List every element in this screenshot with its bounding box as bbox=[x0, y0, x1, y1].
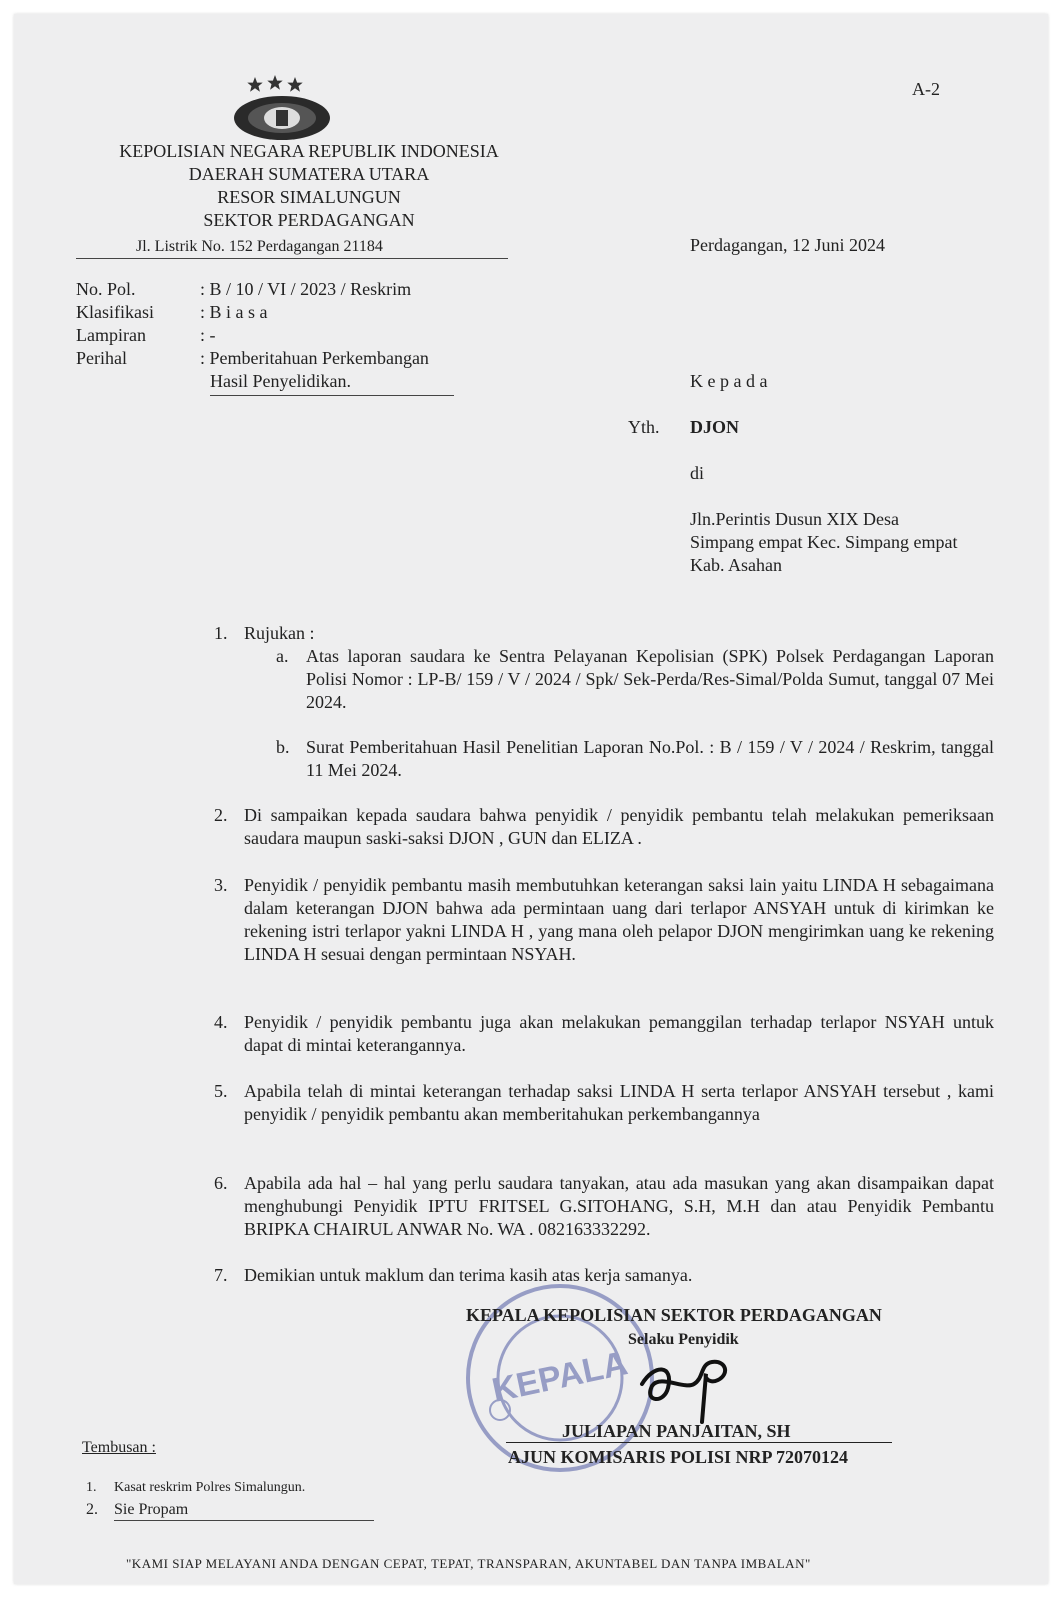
item-3-number: 3. bbox=[214, 875, 228, 895]
svg-text:KEPALA: KEPALA bbox=[488, 1344, 631, 1410]
item-6-number: 6. bbox=[214, 1173, 228, 1193]
item-7-number: 7. bbox=[214, 1265, 228, 1285]
tembusan-label: Tembusan : bbox=[82, 1439, 156, 1456]
item-1a-text: Atas laporan saudara ke Sentra Pelayanan Kepolisian (SPK) Polsek Perdagangan Laporan Polisi Nomor : LP-B/ 159 / V / 2024 / Spk/ Sek-Perda/Res-Simal/Polda Sumut, tanggal 07 Mei 2024. bbox=[306, 646, 994, 712]
recipient-name: DJON bbox=[690, 417, 739, 437]
perihal-underline bbox=[210, 395, 454, 396]
item-2-number: 2. bbox=[214, 805, 228, 825]
meta-value-perihal: : Pemberitahuan Perkembangan bbox=[200, 348, 429, 368]
letter-page bbox=[14, 14, 1048, 1584]
item-5-number: 5. bbox=[214, 1081, 228, 1101]
letterhead-line-3: RESOR SIMALUNGUN bbox=[217, 187, 401, 207]
recipient-di: di bbox=[690, 463, 705, 483]
letterhead-address: Jl. Listrik No. 152 Perdagangan 21184 bbox=[136, 238, 383, 255]
recipient-kepada: K e p a d a bbox=[690, 371, 768, 391]
tembusan-1-text: Kasat reskrim Polres Simalungun. bbox=[114, 1480, 306, 1495]
recipient-address-1: Jln.Perintis Dusun XIX Desa bbox=[690, 509, 899, 529]
letterhead-line-1: KEPOLISIAN NEGARA REPUBLIK INDONESIA bbox=[119, 141, 499, 161]
meta-label-klasifikasi: Klasifikasi bbox=[76, 302, 154, 322]
item-1b-text: Surat Pemberitahuan Hasil Penelitian Laporan No.Pol. : B / 159 / V / 2024 / Reskrim, tanggal 11 Mei 2024. bbox=[306, 737, 994, 780]
item-4-text: Penyidik / penyidik pembantu juga akan melakukan pemanggilan terhadap terlapor NSYAH untuk dapat di mintai keterangannya. bbox=[244, 1012, 994, 1055]
letterhead-line-2: DAERAH SUMATERA UTARA bbox=[188, 164, 430, 184]
page-code: A-2 bbox=[912, 79, 940, 99]
item-1b-letter: b. bbox=[276, 737, 290, 757]
meta-value-klasifikasi: : B i a s a bbox=[200, 302, 268, 322]
item-4-number: 4. bbox=[214, 1012, 228, 1032]
handwritten-signature-icon bbox=[634, 1344, 744, 1424]
signature-role: Selaku Penyidik bbox=[628, 1331, 739, 1348]
item-1-number: 1. bbox=[214, 623, 228, 643]
item-2-text: Di sampaikan kepada saudara bahwa penyidik / penyidik pembantu telah melakukan pemeriksaan saudara maupun saski-saksi DJON , GUN dan ELIZA . bbox=[244, 805, 994, 848]
item-1a-letter: a. bbox=[276, 646, 289, 666]
recipient-address-2: Simpang empat Kec. Simpang empat bbox=[690, 532, 958, 552]
perihal-line-2: Hasil Penyelidikan. bbox=[210, 371, 351, 391]
police-emblem-icon bbox=[232, 74, 332, 144]
item-7-text: Demikian untuk maklum dan terima kasih atas kerja samanya. bbox=[244, 1265, 693, 1285]
tembusan-1-number: 1. bbox=[86, 1480, 97, 1495]
meta-label-nopol: No. Pol. bbox=[76, 279, 136, 299]
item-3-text: Penyidik / penyidik pembantu masih membutuhkan keterangan saksi lain yaitu LINDA H sebagaimana dalam keterangan DJON bahwa ada permintaan uang dari terlapor ANSYAH untuk di kirimkan ke rekening istri terlapor yakni LINDA H , yang mana oleh pelapor DJON mengirimkan uang ke rekening LINDA H sesuai dengan permintaan NSYAH. bbox=[244, 875, 994, 964]
place-date: Perdagangan, 12 Juni 2024 bbox=[690, 235, 885, 255]
signatory-rank: AJUN KOMISARIS POLISI NRP 72070124 bbox=[508, 1447, 849, 1467]
meta-value-nopol: : B / 10 / VI / 2023 / Reskrim bbox=[200, 279, 412, 299]
signatory-name: JULIAPAN PANJAITAN, SH bbox=[562, 1421, 791, 1441]
letterhead-rule bbox=[76, 258, 508, 259]
tembusan-2-number: 2. bbox=[86, 1501, 98, 1518]
motto-footer: "KAMI SIAP MELAYANI ANDA DENGAN CEPAT, TEPAT, TRANSPARAN, AKUNTABEL DAN TANPA IMBALAN" bbox=[126, 1556, 811, 1571]
meta-label-perihal: Perihal bbox=[76, 348, 127, 368]
tembusan-rule bbox=[114, 1520, 374, 1521]
item-1-heading: Rujukan : bbox=[244, 623, 315, 643]
signature-rule bbox=[506, 1442, 892, 1443]
item-5-text: Apabila telah di mintai keterangan terhadap saksi LINDA H serta terlapor ANSYAH tersebut , kami penyidik / penyidik pembantu akan memberitahukan perkembangannya bbox=[244, 1081, 994, 1124]
letterhead-line-4: SEKTOR PERDAGANGAN bbox=[203, 210, 415, 230]
signature-title: KEPALA KEPOLISIAN SEKTOR PERDAGANGAN bbox=[466, 1305, 882, 1325]
meta-value-lampiran: : - bbox=[200, 325, 216, 345]
meta-label-lampiran: Lampiran bbox=[76, 325, 146, 345]
recipient-address-3: Kab. Asahan bbox=[690, 555, 782, 575]
tembusan-2-text: Sie Propam bbox=[114, 1501, 189, 1518]
recipient-yth: Yth. bbox=[628, 417, 660, 437]
item-6-text: Apabila ada hal – hal yang perlu saudara tanyakan, atau ada masukan yang akan disampaikan dapat menghubungi Penyidik IPTU FRITSEL G.SITOHANG, S.H, M.H dan atau Penyidik Pembantu BRIPKA CHAIRUL ANWAR No. WA . 082163332292. bbox=[244, 1173, 994, 1239]
